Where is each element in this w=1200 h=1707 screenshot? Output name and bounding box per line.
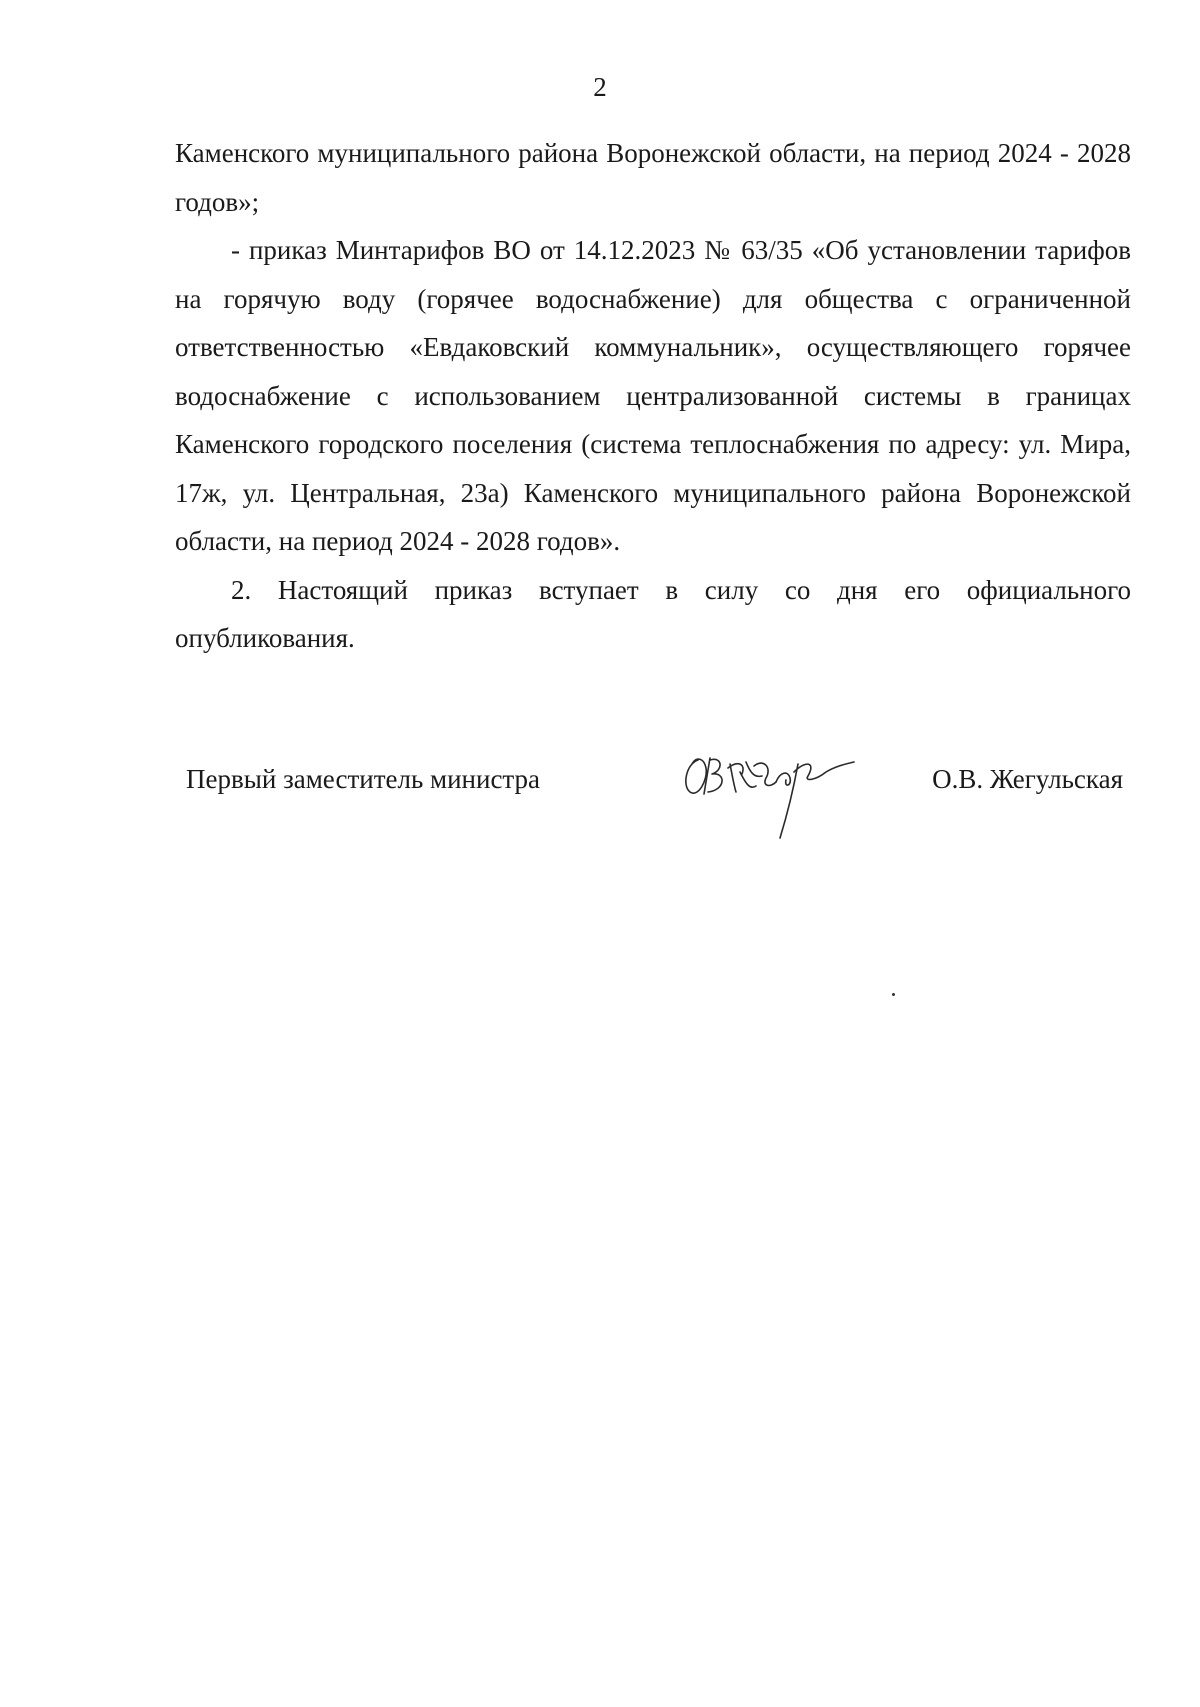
signatory-position: Первый заместитель министра — [186, 764, 541, 794]
handwritten-signature — [676, 742, 856, 842]
page-number: 2 — [593, 72, 607, 102]
paragraph-order-reference: - приказ Минтарифов ВО от 14.12.2023 № 63/35 «Об установлении тарифов на горячую воду (горячее водоснабжение) для общества с ограниченной ответственностью «Евдаковский коммунальник», осуществляющего горячее водоснабжение с использованием централизованной системы в границах Каменского городского поселения (система теплоснабжения по адресу: ул. Мира, 17ж, ул. Центральная, 23а) Каменского муниципального района Воронежской области, на период 2024 - 2028 годов». — [175, 235, 1131, 556]
scan-speck — [892, 993, 895, 996]
signatory-name: О.В. Жегульская — [932, 764, 1123, 794]
paragraph-effective-date: 2. Настоящий приказ вступает в силу со дня его официального опубликования. — [175, 574, 1131, 653]
document-body — [175, 129, 1131, 663]
paragraph-continuation: Каменского муниципального района Воронежской области, на период 2024 - 2028 годов»; — [175, 138, 1131, 217]
